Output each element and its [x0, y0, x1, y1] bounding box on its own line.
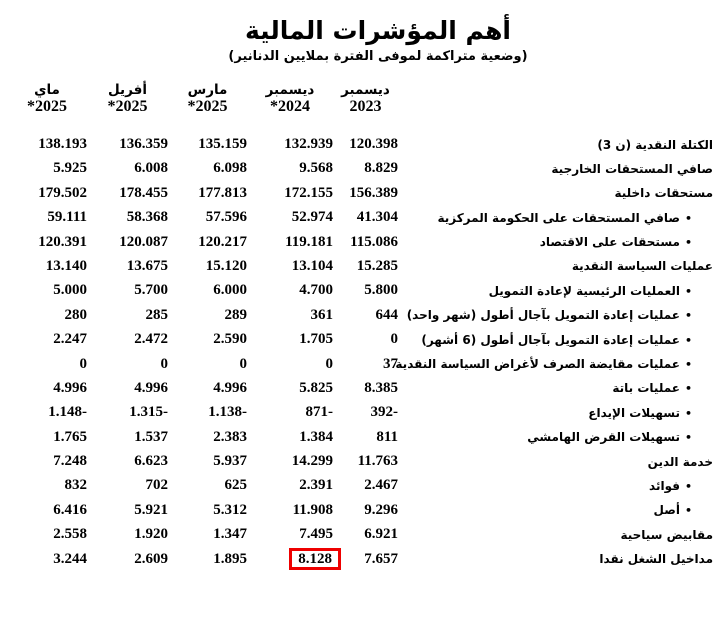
value-cell: [168, 282, 247, 299]
value-text: 625: [224, 477, 247, 494]
value-text: 132.939: [284, 136, 333, 153]
value-text: 280: [64, 306, 87, 323]
value-cell: [7, 429, 87, 446]
value-cell: [87, 331, 168, 348]
value-text: 1.537: [134, 428, 168, 445]
value-cell: [87, 404, 168, 421]
table-row: [7, 230, 713, 254]
value-text: 5.800: [364, 282, 398, 299]
value-text: 11.908: [292, 501, 333, 518]
value-text: 285: [145, 306, 168, 323]
table-row: [7, 425, 713, 449]
value-text: 1.920: [134, 526, 168, 543]
table-row: [7, 327, 713, 351]
value-text: 57.596: [205, 209, 247, 226]
value-cell: [247, 185, 333, 202]
bullet-icon: •: [684, 504, 692, 518]
value-text: 0: [390, 331, 398, 348]
value-text: 135.159: [198, 136, 247, 153]
value-text: 120.398: [349, 136, 398, 153]
value-text: 2.247: [53, 331, 87, 348]
value-cell: [333, 429, 398, 446]
value-text: 644: [375, 306, 398, 323]
table-row: [7, 401, 713, 425]
value-text: 2.383: [213, 428, 247, 445]
value-cell: [7, 234, 87, 251]
value-cell: [87, 234, 168, 251]
column-month-label: أفريل: [108, 81, 147, 98]
value-text: 1.347: [213, 526, 247, 543]
table-row: [7, 498, 713, 522]
column-header-dec-2023: [333, 82, 398, 117]
page-subtitle: (وضعية متراكمة لموفى الفترة بملايين الدنانير): [228, 48, 528, 64]
value-text: 58.368: [126, 209, 168, 226]
table-row: [7, 206, 713, 230]
value-cell: [247, 136, 333, 153]
value-text: 6.000: [213, 282, 247, 299]
column-year-label: *2024: [270, 97, 310, 115]
row-label: عمليات السياسة النقدية: [571, 259, 713, 274]
value-text: 5.925: [53, 160, 87, 177]
value-cell: [168, 551, 247, 568]
row-label: •مستحقات على الاقتصاد: [539, 235, 692, 250]
value-cell: [333, 258, 398, 275]
value-text: 5.312: [213, 501, 247, 518]
column-header-may-2025: [7, 82, 87, 117]
value-cell: [87, 282, 168, 299]
table-row: [7, 376, 713, 400]
row-label: مستحقات داخلية: [614, 186, 713, 201]
value-cell: [87, 185, 168, 202]
value-cell: [168, 404, 247, 421]
value-cell: [168, 160, 247, 177]
column-year-label: *2025: [187, 97, 228, 115]
value-cell: [333, 331, 398, 348]
row-label: •عمليات إعادة التمويل بآجال أطول (6 أشهر): [421, 332, 692, 347]
bullet-icon: •: [684, 236, 692, 250]
value-text: 5.921: [134, 501, 168, 518]
value-text: 120.217: [198, 233, 247, 250]
value-text: 3.244: [53, 550, 87, 567]
value-text: 0: [239, 355, 247, 372]
value-text: 136.359: [119, 136, 168, 153]
value-cell: [333, 307, 398, 324]
value-cell: [168, 526, 247, 543]
value-text: 59.111: [47, 209, 87, 226]
value-cell: [333, 453, 398, 470]
value-cell: [333, 209, 398, 226]
table-row: [7, 474, 713, 498]
value-text: 5.000: [53, 282, 87, 299]
value-cell: [87, 209, 168, 226]
value-cell: [247, 429, 333, 446]
value-cell: [7, 282, 87, 299]
table-row: [7, 279, 713, 303]
value-text: 13.675: [126, 257, 168, 274]
value-cell: [7, 453, 87, 470]
value-cell: [247, 453, 333, 470]
table-row: [7, 254, 713, 278]
column-year-label: 2023: [349, 97, 382, 115]
row-label: صافي المستحقات الخارجية: [551, 161, 713, 176]
value-cell: [7, 356, 87, 373]
table-row: [7, 303, 713, 327]
value-cell: [247, 209, 333, 226]
value-cell: [87, 551, 168, 568]
value-text: 2.558: [53, 526, 87, 543]
value-text: 0: [160, 355, 168, 372]
bullet-icon: •: [684, 479, 692, 493]
value-text: 1.705: [299, 331, 333, 348]
value-text: 0: [79, 355, 87, 372]
value-cell: [168, 356, 247, 373]
column-month-label: ديسمبر: [341, 81, 390, 98]
row-label: •العمليات الرئيسية لإعادة التمويل: [488, 283, 692, 298]
value-cell: [87, 477, 168, 494]
value-cell: [87, 356, 168, 373]
financial-table: [7, 82, 713, 572]
value-cell: [168, 136, 247, 153]
value-text: 52.974: [291, 209, 333, 226]
value-cell: [333, 502, 398, 519]
value-text: 6.623: [134, 453, 168, 470]
value-cell: [87, 502, 168, 519]
bullet-icon: •: [684, 333, 692, 347]
value-cell: [333, 551, 398, 568]
value-cell: [333, 185, 398, 202]
value-text: 1.765: [53, 428, 87, 445]
value-cell: [247, 502, 333, 519]
value-cell: [87, 160, 168, 177]
value-text: 4.700: [299, 282, 333, 299]
value-text: 11.763: [357, 453, 398, 470]
value-cell: [247, 234, 333, 251]
bullet-icon: •: [684, 382, 692, 396]
value-cell: [7, 136, 87, 153]
value-cell: [7, 551, 87, 568]
row-label: •عمليات إعادة التمويل بآجال أطول (شهر واحد): [406, 308, 692, 323]
value-text: 119.181: [285, 233, 333, 250]
value-cell: [247, 477, 333, 494]
value-cell: [168, 453, 247, 470]
value-cell: [87, 307, 168, 324]
value-cell: [168, 429, 247, 446]
value-cell: [87, 380, 168, 397]
value-cell: [333, 477, 398, 494]
value-text: 1.895: [213, 550, 247, 567]
column-header-apr-2025: [87, 82, 168, 117]
value-cell: [87, 429, 168, 446]
value-text: 120.391: [38, 233, 87, 250]
value-text: 871-: [305, 404, 333, 421]
value-cell: [7, 404, 87, 421]
value-text: 7.657: [364, 550, 398, 567]
value-text: 2.609: [134, 550, 168, 567]
value-text: 2.391: [299, 477, 333, 494]
value-text: 177.813: [198, 184, 247, 201]
value-text: 4.996: [134, 379, 168, 396]
row-label: •تسهيلات الإيداع: [588, 405, 692, 420]
value-cell: [87, 526, 168, 543]
value-cell: [168, 477, 247, 494]
page-title: أهم المؤشرات المالية: [245, 16, 511, 45]
value-cell: [247, 258, 333, 275]
value-text: 178.455: [119, 184, 168, 201]
table-row: [7, 523, 713, 547]
value-text: 6.416: [53, 501, 87, 518]
column-month-label: ماي: [34, 81, 60, 98]
value-cell: [247, 331, 333, 348]
value-cell: [333, 356, 398, 373]
table-header-row: [7, 82, 713, 117]
column-month-label: ديسمبر: [265, 81, 315, 98]
bullet-icon: •: [684, 309, 692, 323]
value-cell: [333, 526, 398, 543]
value-cell: [7, 160, 87, 177]
value-text: 702: [145, 477, 168, 494]
highlighted-value: 8.128: [289, 548, 341, 571]
value-text: 5.825: [299, 379, 333, 396]
value-cell: [87, 453, 168, 470]
value-text: 13.140: [45, 257, 87, 274]
value-cell: [333, 136, 398, 153]
value-text: 5.700: [134, 282, 168, 299]
value-cell: [333, 160, 398, 177]
row-label: •عمليات مقايضة الصرف لأغراض السياسة النقدية: [395, 357, 692, 372]
value-cell: [168, 331, 247, 348]
value-text: 6.008: [134, 160, 168, 177]
bullet-icon: •: [684, 431, 692, 445]
value-text: 1.315-: [129, 404, 168, 421]
column-header-mar-2025: [168, 82, 247, 117]
value-cell: [168, 258, 247, 275]
value-text: 2.472: [134, 331, 168, 348]
value-text: 6.921: [364, 526, 398, 543]
value-text: 1.148-: [48, 404, 87, 421]
column-year-label: *2025: [107, 97, 148, 115]
value-cell: [247, 380, 333, 397]
value-cell: [168, 307, 247, 324]
value-text: 4.996: [213, 379, 247, 396]
value-text: 15.120: [205, 257, 247, 274]
value-text: 361: [310, 306, 333, 323]
table-row: [7, 449, 713, 473]
row-label: •عمليات باتة: [612, 381, 692, 396]
document-header: [50, 17, 706, 64]
table-row: [7, 181, 713, 205]
bullet-icon: •: [684, 211, 692, 225]
value-cell: [247, 160, 333, 177]
table-row: [7, 132, 713, 156]
value-text: 1.384: [299, 428, 333, 445]
value-text: 832: [64, 477, 87, 494]
value-cell: [7, 331, 87, 348]
value-text: 115.086: [350, 233, 398, 250]
value-text: 8.385: [364, 379, 398, 396]
value-text: 2.590: [213, 331, 247, 348]
value-cell: [247, 282, 333, 299]
value-cell: [87, 258, 168, 275]
value-cell: [168, 380, 247, 397]
value-text: 9.296: [364, 501, 398, 518]
row-label: •فوائد: [649, 478, 692, 493]
value-text: 138.193: [38, 136, 87, 153]
row-label: مقابيض سياحية: [620, 527, 713, 542]
value-text: 41.304: [356, 209, 398, 226]
value-text: 120.087: [119, 233, 168, 250]
column-year-label: *2025: [27, 97, 67, 115]
value-text: 4.996: [53, 379, 87, 396]
value-cell: [247, 526, 333, 543]
table-row: [7, 547, 713, 571]
value-cell: [168, 234, 247, 251]
value-text: 179.502: [38, 184, 87, 201]
table-row: [7, 352, 713, 376]
value-text: 156.389: [349, 184, 398, 201]
value-text: 7.495: [299, 526, 333, 543]
value-cell: [7, 209, 87, 226]
value-cell: [333, 404, 398, 421]
value-text: 392-: [370, 404, 398, 421]
value-cell: [7, 307, 87, 324]
value-text: 0: [325, 355, 333, 372]
value-text: 37: [383, 355, 398, 372]
highlighted-value-cell: [247, 548, 333, 571]
value-cell: [168, 502, 247, 519]
value-cell: [7, 185, 87, 202]
table-row: [7, 157, 713, 181]
row-label: •تسهيلات القرض الهامشي: [527, 430, 692, 445]
row-label: الكتلة النقدية (ن 3): [597, 137, 713, 152]
value-cell: [7, 258, 87, 275]
bullet-icon: •: [684, 284, 692, 298]
value-text: 7.248: [53, 453, 87, 470]
row-label: •صافي المستحقات على الحكومة المركزية: [437, 210, 692, 225]
value-cell: [168, 185, 247, 202]
value-cell: [333, 234, 398, 251]
value-cell: [247, 307, 333, 324]
row-label: مداخيل الشغل نقدا: [599, 552, 713, 567]
value-text: 15.285: [356, 257, 398, 274]
value-text: 1.138-: [208, 404, 247, 421]
value-text: 14.299: [291, 453, 333, 470]
bullet-icon: •: [684, 358, 692, 372]
value-text: 5.937: [213, 453, 247, 470]
value-cell: [7, 380, 87, 397]
value-text: 289: [224, 306, 247, 323]
bullet-icon: •: [684, 406, 692, 420]
value-text: 8.829: [364, 160, 398, 177]
value-cell: [333, 282, 398, 299]
column-month-label: مارس: [187, 81, 228, 98]
value-cell: [7, 502, 87, 519]
value-cell: [87, 136, 168, 153]
value-cell: [168, 209, 247, 226]
row-label: خدمة الدين: [647, 454, 713, 469]
row-label: •أصل: [653, 503, 692, 518]
value-text: 6.098: [213, 160, 247, 177]
value-text: 2.467: [364, 477, 398, 494]
value-cell: [247, 404, 333, 421]
value-text: 13.104: [291, 257, 333, 274]
value-cell: [333, 380, 398, 397]
value-text: 172.155: [284, 184, 333, 201]
value-cell: [7, 526, 87, 543]
value-cell: [7, 477, 87, 494]
value-cell: [247, 356, 333, 373]
column-header-dec-2024: [247, 82, 333, 117]
value-text: 811: [376, 428, 398, 445]
value-text: 9.568: [299, 160, 333, 177]
